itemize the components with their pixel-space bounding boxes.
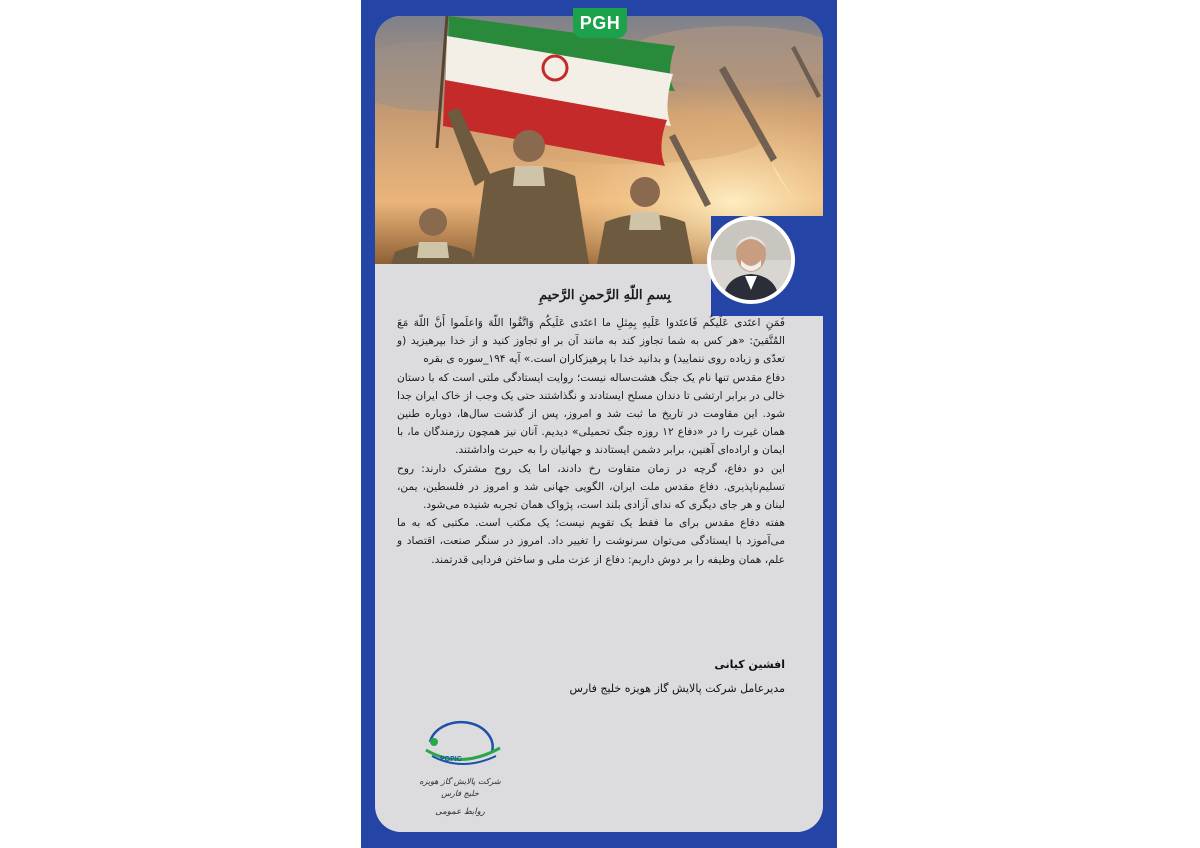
signatory-name: افشین کیانی: [714, 658, 785, 671]
company-logo-wrap: [412, 712, 508, 832]
logo-caption-2: روابط عمومی: [435, 807, 485, 817]
signature-block: [401, 654, 785, 700]
paragraph-verse: فَمَنِ اعتَدى عَلَيكُم فَاعتَدوا عَلَيهِ بِمِثلِ ما اعتَدى عَلَيكُم وَاتَّقُوا اللّهَ وَاعلَموا أَنَّ اللّهَ مَعَ المُتَّقينَ: «هر کس به شما تجاوز کند به مانند آن بر او تجاوز کنید و از خدا بپرهیزید (و تعدّی و زیاده روی ننمایید) و بدانید خدا با پرهیزکاران است.» آیه ۱۹۴_سوره ی بقره: [397, 317, 785, 366]
portrait-icon: [711, 220, 791, 300]
basmala: بِسمِ اللّهِ الرَّحمنِ الرَّحیمِ: [539, 288, 671, 303]
paragraph-3: هفته دفاع مقدس برای ما فقط یک تقویم نیست؛ یک مکتب است. مکتبی که به ما می‌آموزد با ایستادگی می‌توان سرنوشت را تغییر داد. امروز در سنگر صنعت، اقتصاد و علم، همان وظیفه را بر دوش داریم: دفاع از عزت ملی و ساختن فردایی قدرتمند.: [397, 517, 785, 566]
avatar: [707, 216, 795, 304]
paragraph-2: این دو دفاع، گرچه در زمان متفاوت رخ دادند، اما یک روح مشترک دارند: روح تسلیم‌ناپذیری. دفاع مقدس ملت ایران، الگویی جهانی شد و امروز در فلسطین، یمن، لبنان و هر جای دیگری که ندای آزادی بلند است، پژواک همان تجربه شنیده می‌شود.: [397, 462, 785, 512]
signatory-title: مدیرعامل شرکت پالایش گاز هویزه خلیج فارس: [569, 682, 785, 695]
pgh-badge: PGH: [573, 8, 627, 38]
paragraph-1: دفاع مقدس تنها نام یک جنگ هشت‌ساله نیست؛ روایت ایستادگی ملتی است که با دستان خالی در برابر ارتشی تا دندان مسلح ایستادند و نگذاشتند حتی یک وجب از خاک ایران جدا شود. این مقاومت در تاریخ ما ثبت شد و امروز، پس از گذشت سال‌ها، دوباره طنین همان غیرت را در «دفاع ۱۲ روزه جنگ تحمیلی» دیدیم. آنان نیز همچون رزمندگان ما، با ایمان و اراده‌ای آهنین، برابر دشمن ایستادند و جهانیان را به حیرت واداشتند.: [397, 371, 785, 457]
body-text: [397, 314, 785, 569]
logo-caption-1: شرکت پالایش گاز هویزه خلیج فارس: [419, 777, 501, 798]
logo-abbr: PGPIC: [440, 756, 462, 763]
company-logo-icon: [412, 712, 508, 772]
